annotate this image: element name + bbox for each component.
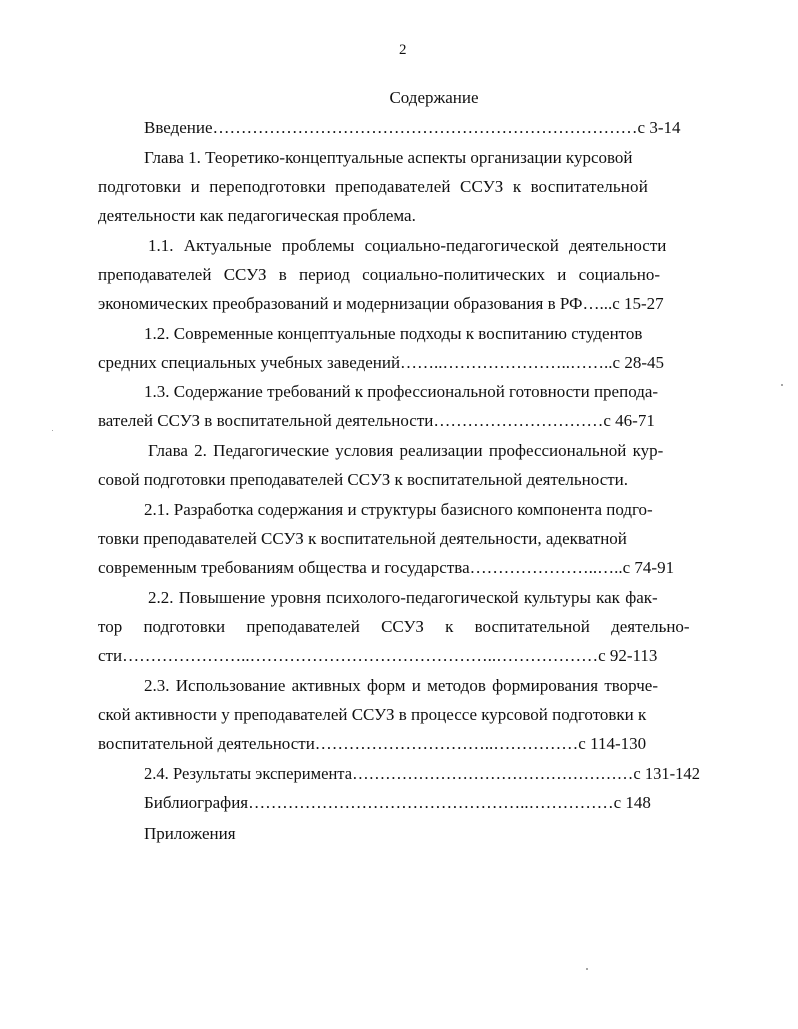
toc-chapter-1-line-1 [144, 148, 692, 168]
toc-line-text: сти…………………..……………………………………..………………с 92-113 [98, 646, 658, 665]
toc-line-text: Глава 2. Педагогические условия реализации профессиональной кур- [148, 441, 664, 460]
toc-appendices [144, 824, 236, 844]
toc-line-text: тор подготовки преподавателей ССУЗ к воспитательной деятельно- [98, 617, 690, 636]
toc-line-text: экономических преобразований и модернизации образования в РФ…...с 15-27 [98, 294, 664, 313]
toc-line-text: воспитательной деятельности…………………………..……………с 114-130 [98, 734, 647, 753]
toc-line-text: 1.3. Содержание требований к профессиональной готовности препода- [144, 382, 659, 401]
toc-bibliography [144, 793, 651, 813]
toc-section-1-1-line-3 [98, 294, 664, 314]
toc-section-1-2-line-2 [98, 353, 664, 373]
toc-line-text: средних специальных учебных заведений……..…………………..……..с 28-45 [98, 353, 665, 372]
page-title: Содержание [389, 88, 479, 107]
toc-chapter-2-line-2 [98, 470, 628, 490]
toc-section-2-2-line-2 [98, 617, 690, 637]
toc-line-text: 2.2. Повышение уровня психолого-педагогической культуры как фак- [148, 588, 658, 607]
scan-speck [781, 384, 783, 386]
scan-speck [586, 968, 588, 970]
toc-section-1-1-line-1 [148, 236, 666, 256]
toc-section-2-1-line-3 [98, 558, 674, 578]
toc-line-text: 2.1. Разработка содержания и структуры базисного компонента подго- [144, 500, 653, 519]
toc-line-text: Глава 1. Теоретико-концептуальные аспекты организации курсовой [144, 148, 633, 167]
toc-section-2-1-line-1 [144, 500, 653, 520]
toc-line-text: Библиография…………………………………………..……………с 148 [144, 793, 651, 812]
toc-line-text: 1.1. Актуальные проблемы социально-педагогической деятельности [148, 236, 667, 255]
toc-line-text: 2.4. Результаты эксперимента……………………………………………с 131-142 [144, 764, 700, 783]
toc-line-text: вателей ССУЗ в воспитательной деятельности…………………………с 46-71 [98, 411, 655, 430]
toc-section-2-2-line-3 [98, 646, 657, 666]
toc-section-2-1-line-2 [98, 529, 627, 549]
toc-line-text: 1.2. Современные концептуальные подходы к воспитанию студентов [144, 324, 643, 343]
scan-speck [52, 430, 53, 431]
toc-section-1-3-line-2 [98, 411, 655, 431]
toc-line-text: преподавателей ССУЗ в период социально-политических и социально- [98, 265, 661, 284]
toc-line-text: Приложения [144, 824, 236, 843]
toc-section-1-2-line-1 [144, 324, 642, 344]
page-number: 2 [399, 42, 407, 58]
toc-section-1-3-line-1 [144, 382, 658, 402]
toc-chapter-2-line-1 [148, 441, 663, 461]
toc-section-2-4 [144, 764, 700, 784]
toc-line-text: подготовки и переподготовки преподавателей ССУЗ к воспитательной [98, 177, 648, 196]
toc-line-text: совой подготовки преподавателей ССУЗ к воспитательной деятельности. [98, 470, 629, 489]
toc-section-2-2-line-1 [148, 588, 658, 608]
toc-line-text: деятельности как педагогическая проблема. [98, 206, 416, 225]
toc-section-2-3-line-1 [144, 676, 658, 696]
toc-line-text: современным требованиям общества и государства…………………..…..с 74-91 [98, 558, 675, 577]
toc-line-text: ской активности у преподавателей ССУЗ в процессе курсовой подготовки к [98, 705, 647, 724]
toc-entry-text: Введение…………………………………………………………………с 3-14 [144, 118, 681, 137]
toc-line-text: товки преподавателей ССУЗ к воспитательной деятельности, адекватной [98, 529, 627, 548]
toc-entry-introduction [144, 118, 692, 138]
toc-section-2-3-line-3 [98, 734, 646, 754]
toc-section-1-1-line-2 [98, 265, 660, 285]
toc-section-2-3-line-2 [98, 705, 646, 725]
toc-chapter-1-line-2 [98, 177, 692, 197]
toc-line-text: 2.3. Использование активных форм и методов формирования творче- [144, 676, 658, 695]
toc-chapter-1-line-3 [98, 206, 416, 226]
